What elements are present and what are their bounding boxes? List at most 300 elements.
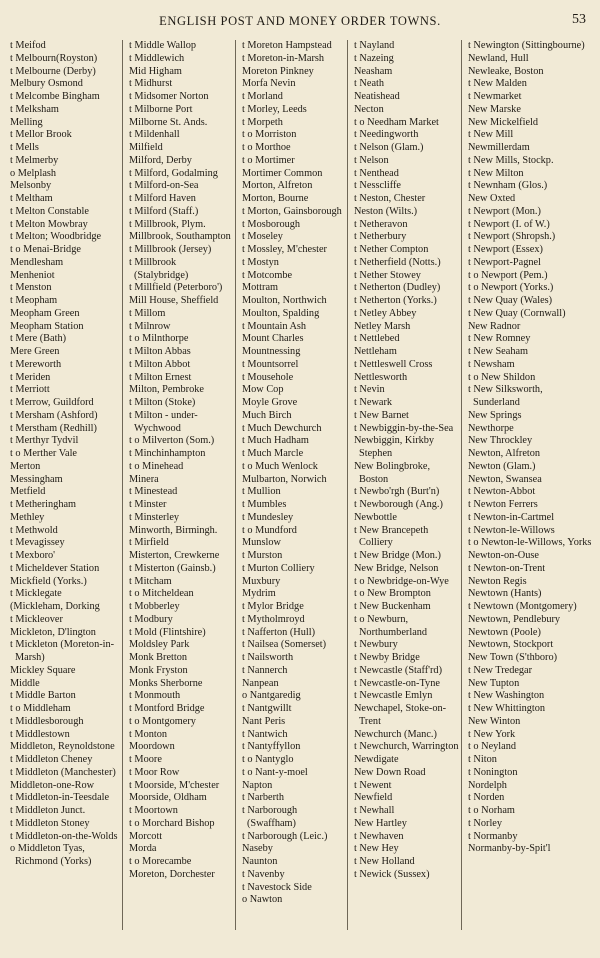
town-entry: t Mosborough — [242, 218, 301, 230]
town-entry: t Murton Colliery — [242, 562, 315, 574]
town-entry: t Normanby — [468, 830, 518, 842]
town-entry: t Millbrook (Jersey) — [129, 244, 212, 255]
town-entry: t Nether Compton — [354, 244, 429, 255]
town-entry: t Newbiggin-by-the-Sea — [354, 422, 454, 434]
town-entry: t Mylor Bridge — [242, 601, 304, 612]
town-entry: New Hartley — [354, 817, 407, 829]
town-entry: t Nettleswell Cross — [354, 358, 433, 370]
town-entry: t Middleton-in-Teesdale — [10, 792, 110, 804]
town-entry: New Marske — [468, 103, 521, 115]
town-entry: t Newcastle (Staff'rd) — [354, 664, 443, 676]
town-entry: t New Washington — [468, 690, 545, 702]
town-entry: t New Holland — [354, 856, 415, 867]
town-entry: t Netherfield (Notts.) — [354, 256, 441, 268]
town-entry: t New Romney — [468, 333, 531, 345]
town-entry: t Newcastle-on-Tyne — [354, 677, 440, 689]
town-entry: Mid Higham — [129, 65, 182, 77]
town-entry: t Mumbles — [242, 499, 287, 510]
town-entry: Melsonby — [10, 180, 52, 192]
town-entry: Monk Bretton — [129, 652, 188, 663]
town-entry: t Newby Bridge — [354, 652, 420, 663]
town-entry: t Middleton Stoney — [10, 817, 90, 829]
town-entry: t Much Marcle — [242, 448, 304, 459]
town-entry: t Newton-Abbot — [468, 486, 536, 498]
town-entry: Meopham Green — [10, 307, 80, 319]
town-entry: Moreton Pinkney — [242, 65, 314, 77]
town-entry: t Moreton Hampstead — [242, 40, 332, 51]
page-number: 53 — [572, 12, 586, 27]
town-entry: t o Newbridge-on-Wye — [354, 575, 449, 587]
town-entry: Newtown (Hants) — [468, 588, 542, 600]
town-entry: t Newton Ferrers — [468, 499, 538, 510]
town-entry: t Navenby — [242, 868, 285, 880]
town-entry: t Nazeing — [354, 52, 394, 64]
town-entry: t Newnham (Glos.) — [468, 180, 548, 192]
town-entry: t Midsomer Norton — [129, 91, 209, 102]
town-entry: Mendlesham — [10, 256, 64, 268]
town-entry: t Newick (Sussex) — [354, 868, 430, 880]
town-entry: t o New Shildon — [468, 371, 536, 383]
town-entry: Milfield — [129, 142, 163, 153]
town-entry: t Mullion — [242, 486, 281, 498]
town-entry: t Metheringham — [10, 499, 77, 510]
town-entry: t Middleton Junct. — [10, 805, 86, 816]
town-entry: Newfield — [354, 792, 393, 804]
town-entry: t Milford (Staff.) — [129, 205, 199, 217]
town-entry: Neston (Wilts.) — [354, 205, 418, 217]
town-entry: t Newington (Sittingbourne) — [468, 40, 585, 51]
town-entry: t New Mill — [468, 129, 514, 141]
town-entry: t Moore — [129, 754, 162, 765]
town-entry: t Newport (Shropsh.) — [468, 231, 556, 243]
town-entry: t Mellor Brook — [10, 129, 72, 141]
town-entry: Netley Marsh — [354, 320, 411, 332]
town-columns — [4, 40, 594, 930]
town-entry: t Melksham — [10, 103, 59, 115]
town-entry: t o Mundford — [242, 524, 297, 536]
town-entry: t Monton — [129, 728, 168, 740]
town-entry: t Neath — [354, 78, 385, 90]
town-entry: Newton, Swansea — [468, 473, 542, 485]
town-entry: Mountnessing — [242, 346, 301, 357]
column-4 — [347, 40, 461, 930]
town-entry: t Mells — [10, 142, 39, 153]
town-entry: t Netley Abbey — [354, 307, 417, 319]
town-entry: Newbottle — [354, 511, 397, 523]
town-entry: t Newton-in-Cartmel — [468, 511, 555, 523]
town-entry: Melling — [10, 116, 43, 128]
town-list — [10, 40, 120, 869]
town-entry: t Mildenhall — [129, 129, 180, 141]
town-entry: Newton (Glam.) — [468, 460, 536, 472]
town-entry: t Newsham — [468, 358, 515, 370]
town-entry: t Neston, Chester — [354, 193, 426, 204]
town-entry: Naunton — [242, 856, 278, 867]
town-entry: t o Newport (Pem.) — [468, 269, 548, 281]
town-entry: t Mold (Flintshire) — [129, 626, 206, 638]
town-entry: t Melbourn(Royston) — [10, 52, 98, 64]
town-entry: o Nawton — [242, 894, 283, 906]
town-entry: t Melbourne (Derby) — [10, 65, 96, 77]
town-entry: t Mountain Ash — [242, 320, 307, 332]
town-entry: Mickleton, D'lington — [10, 626, 96, 638]
town-entry: Newtown (Poole) — [468, 626, 541, 638]
town-entry: Morfa Nevin — [242, 78, 296, 90]
town-entry: t o Milverton (Som.) — [129, 435, 215, 447]
town-entry: t Middle Wallop — [129, 40, 197, 51]
town-entry: t o Nant-y-moel — [242, 766, 308, 778]
town-entry: t Much Dewchurch — [242, 422, 322, 434]
town-entry: t New Quay (Cornwall) — [468, 307, 566, 319]
town-entry: t Melton; Woodbridge — [10, 231, 102, 243]
town-entry: t Milton Abbas — [129, 346, 191, 357]
town-entry: t Mobberley — [129, 601, 180, 612]
town-entry: t Middle Barton — [10, 690, 76, 702]
town-entry: t Merthyr Tydvil — [10, 435, 79, 447]
town-entry: t Nelson — [354, 154, 389, 166]
town-entry: Nordelph — [468, 779, 507, 791]
town-entry: t Menston — [10, 282, 52, 294]
town-entry: t Nantyffyllon — [242, 741, 301, 753]
town-entry: Metfield — [10, 486, 46, 498]
town-entry: t Nafferton (Hull) — [242, 626, 316, 638]
town-entry: t Modbury — [129, 613, 173, 625]
town-entry: t Milborne Port — [129, 103, 193, 115]
town-entry: t Micheldever Station — [10, 562, 100, 574]
town-entry: Milford, Derby — [129, 154, 192, 166]
town-entry: t Netheravon — [354, 218, 408, 230]
town-entry: t o Much Wenlock — [242, 460, 318, 472]
town-entry: t New Barnet — [354, 409, 409, 421]
town-entry: t Moseley — [242, 231, 283, 243]
town-entry: Morton, Bourne — [242, 193, 309, 204]
column-3 — [235, 40, 347, 930]
town-entry: t Melcombe Bingham — [10, 91, 100, 102]
town-entry: t Middlewich — [129, 52, 185, 64]
town-entry: Minworth, Birmingh. — [129, 524, 218, 536]
town-entry: Mount Charles — [242, 333, 304, 345]
town-entry: t o Newburn, Northumberland — [354, 613, 428, 638]
town-entry: t Mirfield — [129, 537, 169, 549]
town-entry: t Milton Ernest — [129, 371, 192, 383]
town-entry: t Mexboro' — [10, 550, 56, 561]
town-entry: t o Needham Market — [354, 116, 439, 128]
town-entry: t Moortown — [129, 805, 178, 816]
town-entry: New Down Road — [354, 766, 426, 778]
town-entry: t Millom — [129, 307, 166, 319]
town-entry: Morda — [129, 843, 157, 855]
town-entry: t Newmarket — [468, 91, 522, 102]
town-entry: t Newton-le-Willows — [468, 524, 555, 536]
town-entry: t Mossley, M'chester — [242, 244, 327, 255]
town-entry: t Niton — [468, 754, 497, 765]
town-entry: t Newcastle Emlyn — [354, 690, 433, 702]
town-entry: New Tupton — [468, 677, 520, 689]
town-entry: t Meriden — [10, 371, 51, 383]
town-entry: t Milnrow — [129, 320, 171, 332]
town-entry: t New Mills, Stockp. — [468, 154, 554, 166]
town-entry: t Netherton (Yorks.) — [354, 295, 437, 306]
town-entry: t Misterton (Gainsb.) — [129, 562, 216, 574]
town-entry: t Newent — [354, 779, 392, 791]
town-entry: Menheniot — [10, 269, 55, 281]
town-entry: Newdigate — [354, 754, 399, 765]
town-entry: t Middlestown — [10, 728, 70, 740]
town-entry: Nettlesworth — [354, 371, 408, 383]
town-entry: t Milford-on-Sea — [129, 180, 199, 192]
town-entry: Nant Peris — [242, 715, 286, 727]
town-entry: Mortimer Common — [242, 167, 323, 179]
town-entry: Mickley Square — [10, 664, 76, 676]
town-entry: Newchurch (Manc.) — [354, 728, 437, 740]
town-entry: New Throckley — [468, 435, 533, 447]
town-entry: Naseby — [242, 843, 273, 855]
town-entry: t Newtown (Montgomery) — [468, 601, 577, 612]
town-entry: t o Milnthorpe — [129, 333, 189, 345]
town-entry: Mottram — [242, 282, 279, 294]
town-entry: t Meopham — [10, 295, 58, 306]
town-entry: New Mickelfield — [468, 116, 539, 128]
town-entry: Moyle Grove — [242, 397, 298, 408]
town-entry: t Newport (Mon.) — [468, 205, 541, 217]
town-entry: Milton, Pembroke — [129, 384, 204, 396]
town-entry: t Milford Haven — [129, 193, 196, 204]
town-entry: t Moorside, M'chester — [129, 779, 220, 791]
town-entry: Melbury Osmond — [10, 78, 83, 90]
town-entry: t Newport-Pagnel — [468, 256, 541, 268]
town-entry: t Mundesley — [242, 511, 294, 523]
town-entry: Moreton, Dorchester — [129, 868, 215, 880]
town-entry: Mill House, Sheffield — [129, 295, 219, 306]
town-entry: Monk Fryston — [129, 664, 188, 676]
town-entry: t Milton (Stoke) — [129, 397, 196, 408]
town-entry: t Newbo'rgh (Burt'n) — [354, 486, 440, 498]
town-entry: t Mevagissey — [10, 537, 65, 549]
town-entry: Neatishead — [354, 91, 400, 102]
town-entry: t Merstham (Redhill) — [10, 422, 97, 434]
town-entry: t Newport (I. of W.) — [468, 218, 550, 230]
town-entry: t Much Hadham — [242, 435, 309, 447]
town-entry: Napton — [242, 779, 273, 791]
town-entry: t New York — [468, 728, 516, 740]
town-entry: t Mostyn — [242, 256, 279, 268]
town-entry: Mow Cop — [242, 384, 284, 396]
town-entry: t Millbrook, Plym. — [129, 218, 206, 230]
town-entry: t Minestead — [129, 486, 178, 498]
town-entry: t Nonington — [468, 766, 518, 778]
town-entry: t Merriott — [10, 384, 50, 396]
town-entry: Millbrook, Southampton — [129, 231, 231, 243]
town-entry: Monks Sherborne — [129, 677, 203, 689]
town-entry: Newchapel, Stoke-on-Trent — [354, 703, 447, 727]
town-entry: t o Morchard Bishop — [129, 817, 215, 829]
town-entry: t Netherbury — [354, 231, 407, 243]
town-entry: Newland, Hull — [468, 52, 529, 64]
page-header — [0, 10, 600, 32]
town-entry: Newthorpe — [468, 422, 514, 434]
town-entry: t Milford, Godalming — [129, 167, 218, 179]
town-entry: Muxbury — [242, 575, 281, 587]
town-entry: New Bridge, Nelson — [354, 562, 439, 574]
town-entry: t o Morecambe — [129, 856, 192, 867]
town-entry: t Midhurst — [129, 78, 173, 90]
town-entry: t New Hey — [354, 843, 399, 855]
town-entry: Mydrim — [242, 588, 276, 600]
town-entry: Messingham — [10, 473, 63, 485]
town-entry: t o Mitcheldean — [129, 588, 194, 600]
town-entry: t o Newton-le-Willows, Yorks — [468, 537, 592, 549]
town-entry: t o Morriston — [242, 129, 297, 141]
town-entry: t Middleton Cheney — [10, 754, 93, 765]
town-entry: t Merrow, Guildford — [10, 397, 94, 408]
town-entry: t Newchurch, Warrington — [354, 741, 459, 753]
town-entry: Newtown, Pendlebury — [468, 613, 561, 625]
town-entry: New Springs — [468, 409, 522, 421]
town-entry: t Nevin — [354, 384, 385, 396]
town-entry: t Morpeth — [242, 116, 283, 128]
town-entry: t Meltham — [10, 193, 53, 204]
town-entry: t Murston — [242, 550, 283, 561]
town-entry: Necton — [354, 103, 384, 115]
town-entry: t Milton - under-Wychwood — [129, 409, 198, 434]
town-entry: t New Bridge (Mon.) — [354, 550, 441, 561]
town-entry: Neasham — [354, 65, 393, 77]
town-entry: t Minster — [129, 499, 167, 510]
town-entry: t Newborough (Ang.) — [354, 499, 443, 510]
town-entry: Mere Green — [10, 346, 60, 357]
town-entry: t Mousehole — [242, 371, 294, 383]
town-entry: t Melmerby — [10, 154, 59, 166]
town-entry: t Nether Stowey — [354, 269, 421, 281]
town-entry: t o Newport (Yorks.) — [468, 282, 554, 294]
column-1 — [4, 40, 122, 930]
town-entry: t Mersham (Ashford) — [10, 409, 98, 421]
town-entry: Merton — [10, 460, 41, 472]
town-entry: t Middleton-on-the-Wolds — [10, 830, 118, 842]
town-entry: t Milton Abbot — [129, 358, 191, 370]
town-entry: t Moreton-in-Marsh — [242, 52, 325, 64]
town-entry: Newmillerdam — [468, 142, 530, 153]
town-entry: Newleake, Boston — [468, 65, 544, 77]
town-list — [129, 40, 233, 882]
town-entry: t o New Brompton — [354, 588, 431, 600]
town-entry: Newbiggin, Kirkby Stephen — [354, 435, 435, 459]
town-entry: New Radnor — [468, 320, 521, 332]
town-entry: Middleton, Reynoldstone — [10, 741, 115, 753]
town-entry: t New Tredegar — [468, 664, 533, 676]
town-entry: New Town (S'thboro) — [468, 652, 558, 663]
town-entry: t Minsterley — [129, 511, 180, 523]
town-entry: t Melton Constable — [10, 205, 89, 217]
town-entry: Moulton, Spalding — [242, 307, 320, 319]
town-entry: Mulbarton, Norwich — [242, 473, 327, 485]
town-list — [354, 40, 459, 882]
town-entry: t New Buckenham — [354, 601, 431, 612]
town-entry: t Millbrook (Stalybridge) — [129, 256, 189, 281]
town-entry: Milborne St. Ands. — [129, 116, 208, 128]
town-entry: t Motcombe — [242, 269, 293, 281]
town-entry: t Navestock Side — [242, 881, 312, 893]
town-entry: t o Merther Vale — [10, 448, 78, 459]
town-entry: Misterton, Crewkerne — [129, 550, 220, 561]
town-entry: t New Milton — [468, 167, 524, 179]
town-entry: t Narborough (Swaffham) — [242, 805, 298, 829]
town-entry: t Narberth — [242, 792, 285, 804]
town-entry: t Nantwich — [242, 728, 288, 740]
town-entry: t New Quay (Wales) — [468, 295, 553, 306]
town-entry: New Bolingbroke, Boston — [354, 460, 431, 485]
town-entry: Morcott — [129, 830, 163, 842]
town-entry: t Nenthead — [354, 167, 399, 179]
town-entry: t Middleton (Manchester) — [10, 766, 116, 778]
town-entry: Nettleham — [354, 346, 397, 357]
town-entry: t o Nantyglo — [242, 754, 294, 765]
town-entry: t Mountsorrel — [242, 358, 299, 370]
town-entry: t Morland — [242, 91, 283, 102]
town-entry: t Nailsworth — [242, 652, 294, 663]
town-entry: Middle — [10, 677, 40, 689]
town-entry: t Middlesborough — [10, 715, 84, 727]
town-entry: t Mereworth — [10, 358, 62, 370]
town-entry: (Mickleham, Dorking — [10, 601, 100, 612]
town-entry: Moordown — [129, 741, 175, 753]
town-entry: o Melplash — [10, 167, 57, 179]
town-entry: t Nannerch — [242, 664, 288, 676]
column-2 — [122, 40, 235, 930]
town-entry: Nanpean — [242, 677, 279, 689]
page-title: ENGLISH POST AND MONEY ORDER TOWNS. — [159, 14, 441, 28]
town-entry: t Mytholmroyd — [242, 613, 305, 625]
town-entry: Much Birch — [242, 409, 292, 421]
town-entry: t Nayland — [354, 40, 395, 51]
town-entry: t New Malden — [468, 78, 527, 90]
town-entry: t Narborough (Leic.) — [242, 830, 328, 842]
town-entry: t Newhall — [354, 805, 395, 816]
town-entry: Normanby-by-Spit'l — [468, 843, 551, 855]
town-entry: o Middleton Tyas, Richmond (Yorks) — [10, 843, 92, 867]
town-entry: t Nelson (Glam.) — [354, 142, 424, 153]
town-entry: t Meifod — [10, 40, 46, 51]
town-entry: Methley — [10, 511, 45, 523]
town-entry: o Nantgaredig — [242, 690, 301, 702]
town-entry: t Methwold — [10, 524, 58, 536]
town-entry: Newtown, Stockport — [468, 639, 554, 651]
town-entry: t Mitcham — [129, 575, 172, 587]
town-entry: Mickfield (Yorks.) — [10, 575, 87, 587]
town-entry: t o Morthoe — [242, 142, 291, 153]
town-entry: Morton, Alfreton — [242, 180, 313, 192]
town-list — [242, 40, 345, 907]
town-entry: t Mere (Bath) — [10, 333, 67, 345]
column-5 — [461, 40, 594, 930]
town-entry: t Needingworth — [354, 129, 419, 141]
town-entry: t Mickleover — [10, 613, 63, 625]
town-entry: t Nantgwillt — [242, 703, 292, 714]
town-entry: t Newhaven — [354, 830, 404, 842]
town-entry: Meopham Station — [10, 320, 84, 332]
town-entry: t Newton-on-Trent — [468, 562, 546, 574]
town-entry: t Newbury — [354, 639, 398, 651]
town-entry: t Micklegate — [10, 588, 62, 600]
town-entry: t Melton Mowbray — [10, 218, 88, 230]
town-entry: t o Minehead — [129, 460, 184, 472]
town-entry: t Morton, Gainsborough — [242, 205, 342, 217]
town-entry: t Nesscliffe — [354, 180, 401, 192]
town-entry: New Winton — [468, 715, 521, 727]
town-entry: t Monmouth — [129, 690, 181, 702]
town-entry: t o Mortimer — [242, 154, 295, 166]
town-entry: t Netherton (Dudley) — [354, 282, 441, 294]
